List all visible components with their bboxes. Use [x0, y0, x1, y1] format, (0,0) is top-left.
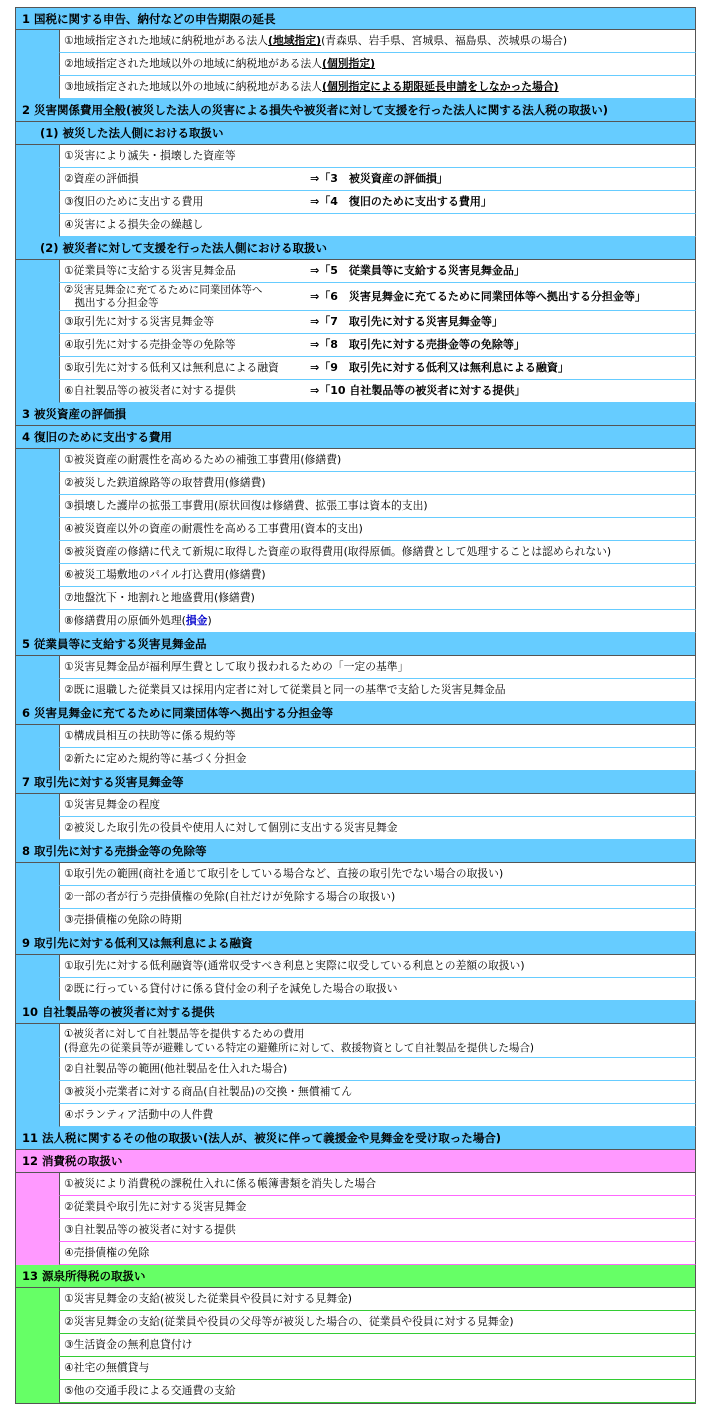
item-cell [59, 909, 696, 932]
section-heading[interactable] [15, 840, 696, 863]
item-text [64, 334, 236, 356]
section-gutter [15, 1024, 59, 1058]
text-segment: ④社宅の無償貸与 [64, 1361, 150, 1374]
item-text [64, 656, 408, 678]
list-item[interactable] [15, 1104, 696, 1127]
item-cell [59, 587, 696, 610]
section-gutter [15, 1196, 59, 1219]
list-item[interactable] [15, 610, 696, 633]
designation-label: (地域指定) [268, 34, 322, 47]
text-segment: ②既に行っている貸付けに係る貸付金の利子を減免した場合の取扱い [64, 982, 398, 995]
section-gutter [15, 656, 59, 679]
item-cell [59, 610, 696, 633]
item-cell [59, 283, 696, 311]
section-gutter [15, 1288, 59, 1311]
item-text [64, 1058, 287, 1080]
item-text [64, 145, 236, 167]
heading-text: 10 自社製品等の被災者に対する提供 [22, 1005, 215, 1019]
item-text [64, 748, 246, 770]
item-cell [59, 1081, 696, 1104]
text-segment: ②資産の評価損 [64, 172, 139, 185]
item-text [64, 53, 375, 75]
heading-text: 4 復旧のために支出する費用 [22, 430, 173, 444]
heading-text: 7 取引先に対する災害見舞金等 [22, 775, 184, 789]
item-cell [59, 191, 696, 214]
section-gutter [15, 794, 59, 817]
section-gutter [15, 978, 59, 1001]
text-segment: ③自社製品等の被災者に対する提供 [64, 1223, 236, 1236]
text-segment: ②自社製品等の範囲(他社製品を仕入れた場合) [64, 1062, 288, 1075]
section-gutter [15, 886, 59, 909]
text-segment: ④ボランティア活動中の人件費 [64, 1108, 214, 1121]
list-item[interactable] [15, 495, 696, 518]
item-text [64, 794, 160, 816]
list-item[interactable] [15, 260, 696, 283]
section-gutter [15, 748, 59, 771]
item-cell [59, 1334, 696, 1357]
section-gutter [15, 1219, 59, 1242]
table-bottom-border [15, 1403, 696, 1404]
section-gutter [15, 610, 59, 633]
item-text [64, 495, 428, 517]
item-text [64, 284, 262, 309]
item-text [64, 679, 506, 701]
heading-text: 1 国税に関する申告、納付などの申告期限の延長 [22, 12, 276, 26]
text-segment: ③地域指定された地域以外の地域に納税地がある法人 [64, 80, 323, 93]
section-heading[interactable] [15, 932, 696, 955]
item-cell [59, 679, 696, 702]
text-segment: ②地域指定された地域以外の地域に納税地がある法人 [64, 57, 323, 70]
text-segment: ⑥自社製品等の被災者に対する提供 [64, 384, 236, 397]
list-item[interactable] [15, 679, 696, 702]
item-text [64, 725, 236, 747]
item-cell [59, 1288, 696, 1311]
section-gutter [15, 679, 59, 702]
item-cell [59, 76, 696, 99]
item-cell [59, 955, 696, 978]
section-gutter [15, 909, 59, 932]
list-item[interactable] [15, 1311, 696, 1334]
section-gutter [15, 380, 59, 403]
heading-text: 6 災害見舞金に充てるために同業団体等へ拠出する分担金等 [22, 706, 334, 720]
item-text [64, 863, 503, 885]
list-item[interactable] [15, 909, 696, 932]
cross-reference-link[interactable]: ⇒「4 復旧のために支出する費用」 [310, 195, 492, 208]
text-segment: ③生活資金の無利息貸付け [64, 1338, 193, 1351]
text-segment: ③損壊した護岸の拡張工事費用(原状回復は修繕費、拡張工事は資本的支出) [64, 499, 428, 512]
section-gutter [15, 357, 59, 380]
item-cell [59, 1104, 696, 1127]
list-item[interactable] [15, 955, 696, 978]
item-text [64, 449, 341, 471]
item-text [64, 1242, 149, 1264]
list-item[interactable] [15, 1173, 696, 1196]
list-item[interactable] [15, 53, 696, 76]
section-gutter [15, 449, 59, 472]
list-item[interactable] [15, 1380, 696, 1403]
list-item[interactable] [15, 1334, 696, 1357]
item-text [64, 472, 266, 494]
section-gutter [15, 1173, 59, 1196]
item-text [64, 518, 363, 540]
list-item[interactable] [15, 587, 696, 610]
heading-text: 3 被災資産の評価損 [22, 407, 127, 421]
section-heading[interactable] [15, 702, 696, 725]
list-item[interactable] [15, 76, 696, 99]
section-gutter [15, 1357, 59, 1380]
section-gutter [15, 30, 59, 53]
section-gutter [15, 334, 59, 357]
list-item[interactable] [15, 656, 696, 679]
text-segment: ②災害見舞金の支給(従業員や役員の父母等が被災した場合の、従業員や役員に対する見舞金) [64, 1315, 514, 1328]
subsection-heading[interactable] [15, 237, 696, 260]
item-text [64, 1081, 352, 1103]
section-gutter [15, 76, 59, 99]
item-cell [59, 725, 696, 748]
section-gutter [15, 725, 59, 748]
item-text [64, 1334, 192, 1356]
item-text [64, 1173, 376, 1195]
item-cell [59, 472, 696, 495]
item-text [64, 909, 182, 931]
section-gutter [15, 495, 59, 518]
section-gutter [15, 1334, 59, 1357]
item-text [64, 564, 266, 586]
item-cell [59, 1196, 696, 1219]
list-item[interactable] [15, 978, 696, 1001]
text-segment: ①取引先に対する低利融資等(通常収受すべき利息と実際に収受している利息との差額の取扱い) [64, 959, 525, 972]
item-text [64, 610, 212, 632]
text-segment: ②被災した鉄道線路等の取替費用(修繕費) [64, 476, 266, 489]
list-item[interactable] [15, 518, 696, 541]
designation-label: (個別指定による期限延長申請をしなかった場合) [322, 80, 559, 93]
section-gutter [15, 191, 59, 214]
item-text [64, 541, 611, 563]
section-heading[interactable] [15, 7, 696, 30]
item-text-line: 拠出する分担金等 [64, 296, 159, 309]
section-gutter [15, 817, 59, 840]
text-segment: ②既に退職した従業員又は採用内定者に対して従業員と同一の基準で支給した災害見舞金品 [64, 683, 506, 696]
highlight-label: 損金 [185, 614, 208, 627]
heading-text: 5 従業員等に支給する災害見舞金品 [22, 637, 207, 651]
item-text [64, 380, 236, 402]
item-cell [59, 1024, 696, 1058]
section-heading[interactable] [15, 1001, 696, 1024]
item-cell [59, 495, 696, 518]
item-cell [59, 30, 696, 53]
text-segment: ①災害見舞金品が福利厚生費として取り扱われるための「一定の基準」 [64, 660, 409, 673]
list-item[interactable] [15, 472, 696, 495]
section-gutter [15, 564, 59, 587]
item-text [64, 1219, 236, 1241]
item-text [64, 168, 138, 190]
item-text [64, 357, 279, 379]
item-cell [59, 817, 696, 840]
item-text [64, 1380, 236, 1402]
cross-reference-link[interactable]: ⇒「8 取引先に対する売掛金等の免除等」 [310, 338, 525, 351]
item-cell [59, 886, 696, 909]
text-segment: ③売掛債権の免除の時期 [64, 913, 182, 926]
item-cell [59, 53, 696, 76]
list-item[interactable] [15, 191, 696, 214]
item-text [64, 817, 398, 839]
list-item[interactable] [15, 817, 696, 840]
list-item[interactable] [15, 214, 696, 237]
item-text [64, 1288, 352, 1310]
section-heading[interactable] [15, 771, 696, 794]
item-cell [59, 168, 696, 191]
item-cell [59, 214, 696, 237]
section-heading[interactable] [15, 426, 696, 449]
text-segment: ①地域指定された地域に納税地がある法人 [64, 34, 269, 47]
item-text [64, 955, 525, 977]
section-heading[interactable] [15, 403, 696, 426]
list-item[interactable] [15, 1196, 696, 1219]
item-cell [59, 380, 696, 403]
list-item[interactable] [15, 886, 696, 909]
text-segment: ②新たに定めた規約等に基づく分担金 [64, 752, 247, 765]
item-cell [59, 656, 696, 679]
heading-text: 9 取引先に対する低利又は無利息による融資 [22, 936, 253, 950]
text-segment: ①災害見舞金の程度 [64, 798, 161, 811]
item-text [64, 260, 236, 282]
item-cell [59, 1311, 696, 1334]
section-gutter [15, 214, 59, 237]
item-cell [59, 978, 696, 1001]
list-item[interactable] [15, 145, 696, 168]
item-text [64, 1104, 213, 1126]
item-cell [59, 1058, 696, 1081]
item-text [64, 30, 567, 52]
list-item[interactable] [15, 380, 696, 403]
list-item[interactable] [15, 1058, 696, 1081]
heading-text: (1) 被災した法人側における取扱い [40, 126, 224, 140]
text-segment: ①災害により滅失・損壊した資産等 [64, 149, 236, 162]
text-segment: ⑧修繕費用の原価外処理( [64, 614, 186, 627]
list-item[interactable] [15, 725, 696, 748]
list-item[interactable] [15, 1219, 696, 1242]
section-gutter [15, 1104, 59, 1127]
list-item[interactable] [15, 1242, 696, 1265]
section-gutter [15, 1058, 59, 1081]
list-item[interactable] [15, 1357, 696, 1380]
text-segment: ④災害による損失金の繰越し [64, 218, 204, 231]
item-text-line: (得意先の従業員等が避難している特定の避難所に対して、救援物資として自社製品を提供した場合) [64, 1042, 534, 1054]
section-heading[interactable] [15, 633, 696, 656]
list-item[interactable] [15, 1081, 696, 1104]
text-segment: ②従業員や取引先に対する災害見舞金 [64, 1200, 247, 1213]
text-segment: ⑤他の交通手段による交通費の支給 [64, 1384, 236, 1397]
text-segment: ③被災小売業者に対する商品(自社製品)の交換・無償補てん [64, 1085, 353, 1098]
heading-text: 12 消費税の取扱い [22, 1154, 123, 1168]
text-segment: ⑤被災資産の修繕に代えて新規に取得した資産の取得費用(取得原価。修繕費として処理することは認められない) [64, 545, 612, 558]
item-text [64, 311, 214, 333]
text-segment: ①構成員相互の扶助等に係る規約等 [64, 729, 236, 742]
subsection-heading[interactable] [15, 122, 696, 145]
heading-text: (2) 被災者に対して支援を行った法人側における取扱い [40, 241, 328, 255]
item-text [64, 1027, 534, 1055]
list-item[interactable] [15, 357, 696, 380]
text-segment: ③復旧のために支出する費用 [64, 195, 204, 208]
section-gutter [15, 283, 59, 311]
cross-reference-link[interactable]: ⇒「5 従業員等に支給する災害見舞金品」 [310, 264, 525, 277]
item-cell [59, 564, 696, 587]
item-text [64, 214, 203, 236]
text-segment: ①被災資産の耐震性を高めるための補強工事費用(修繕費) [64, 453, 342, 466]
section-gutter [15, 518, 59, 541]
cross-reference-link[interactable]: ⇒「9 取引先に対する低利又は無利息による融資」 [310, 361, 569, 374]
section-heading[interactable] [15, 1127, 696, 1150]
list-item[interactable] [15, 168, 696, 191]
section-gutter [15, 587, 59, 610]
item-cell [59, 1219, 696, 1242]
item-cell [59, 863, 696, 886]
list-item[interactable] [15, 863, 696, 886]
item-cell [59, 518, 696, 541]
cross-reference-link[interactable]: ⇒「3 被災資産の評価損」 [310, 172, 448, 185]
item-cell [59, 748, 696, 771]
section-heading[interactable] [15, 1265, 696, 1288]
section-gutter [15, 168, 59, 191]
designation-label: (個別指定) [322, 57, 376, 70]
text-segment: ①従業員等に支給する災害見舞金品 [64, 264, 236, 277]
section-gutter [15, 541, 59, 564]
text-segment: ①被災により消費税の課税仕入れに係る帳簿書類を消失した場合 [64, 1177, 376, 1190]
item-cell [59, 357, 696, 380]
item-cell [59, 260, 696, 283]
text-segment: ③取引先に対する災害見舞金等 [64, 315, 215, 328]
section-gutter [15, 53, 59, 76]
heading-text: 8 取引先に対する売掛金等の免除等 [22, 844, 207, 858]
list-item[interactable] [15, 334, 696, 357]
item-text [64, 76, 559, 98]
item-text [64, 978, 398, 1000]
text-segment: ④売掛債権の免除 [64, 1246, 150, 1259]
item-text [64, 1357, 149, 1379]
section-gutter [15, 145, 59, 168]
section-gutter [15, 472, 59, 495]
item-cell [59, 1357, 696, 1380]
section-gutter [15, 260, 59, 283]
item-text [64, 1196, 246, 1218]
heading-text: 11 法人税に関するその他の取扱い(法人が、被災に伴って義援金や見舞金を受け取った場合) [22, 1131, 502, 1145]
text-segment: ②一部の者が行う売掛債権の免除(自社だけが免除する場合の取扱い) [64, 890, 396, 903]
text-segment: ) [207, 614, 212, 627]
list-item[interactable] [15, 748, 696, 771]
section-gutter [15, 311, 59, 334]
item-cell [59, 1380, 696, 1403]
list-item[interactable] [15, 30, 696, 53]
text-segment: ④被災資産以外の資産の耐震性を高める工事費用(資本的支出) [64, 522, 363, 535]
item-cell [59, 311, 696, 334]
section-gutter [15, 955, 59, 978]
list-item[interactable] [15, 794, 696, 817]
section-gutter [15, 1311, 59, 1334]
list-item[interactable] [15, 541, 696, 564]
item-text [64, 191, 203, 213]
list-item[interactable] [15, 311, 696, 334]
section-gutter [15, 863, 59, 886]
text-segment: ⑥被災工場敷地のパイル打込費用(修繕費) [64, 568, 266, 581]
item-cell [59, 1242, 696, 1265]
list-item[interactable] [15, 564, 696, 587]
item-text [64, 587, 255, 609]
list-item[interactable] [15, 1024, 696, 1058]
text-segment: ①災害見舞金の支給(被災した従業員や役員に対する見舞金) [64, 1292, 353, 1305]
item-text-line: ①被災者に対して自社製品等を提供するための費用 [64, 1028, 305, 1040]
section-heading[interactable] [15, 1150, 696, 1173]
list-item[interactable] [15, 283, 696, 311]
item-cell [59, 541, 696, 564]
list-item[interactable] [15, 449, 696, 472]
heading-text: 2 災害関係費用全般(被災した法人の災害による損失や被災者に対して支援を行った法人に関する法人税の取扱い) [22, 103, 609, 117]
text-segment: ⑤取引先に対する低利又は無利息による融資 [64, 361, 279, 374]
item-text [64, 1311, 514, 1333]
item-cell [59, 794, 696, 817]
section-heading[interactable] [15, 99, 696, 122]
text-segment: ②被災した取引先の役員や使用人に対して個別に支出する災害見舞金 [64, 821, 398, 834]
item-cell [59, 1173, 696, 1196]
cross-reference-link[interactable]: ⇒「6 災害見舞金に充てるために同業団体等へ拠出する分担金等」 [310, 290, 646, 303]
item-cell [59, 145, 696, 168]
item-cell [59, 334, 696, 357]
cross-reference-link[interactable]: ⇒「10 自社製品等の被災者に対する提供」 [310, 384, 526, 397]
item-text-line: ②災害見舞金に充てるために同業団体等へ [64, 284, 263, 296]
text-segment: ⑦地盤沈下・地割れと地盛費用(修繕費) [64, 591, 255, 604]
item-cell [59, 449, 696, 472]
item-text [64, 886, 395, 908]
text-segment: ①取引先の範囲(商社を通じて取引をしている場合など、直接の取引先でない場合の取扱い) [64, 867, 504, 880]
text-segment: ④取引先に対する売掛金等の免除等 [64, 338, 236, 351]
text-segment: (青森県、岩手県、宮城県、福島県、茨城県の場合) [321, 34, 568, 47]
section-gutter [15, 1380, 59, 1403]
heading-text: 13 源泉所得税の取扱い [22, 1269, 146, 1283]
cross-reference-link[interactable]: ⇒「7 取引先に対する災害見舞金等」 [310, 315, 503, 328]
list-item[interactable] [15, 1288, 696, 1311]
section-gutter [15, 1242, 59, 1265]
table-of-contents [15, 7, 696, 1404]
section-gutter [15, 1081, 59, 1104]
